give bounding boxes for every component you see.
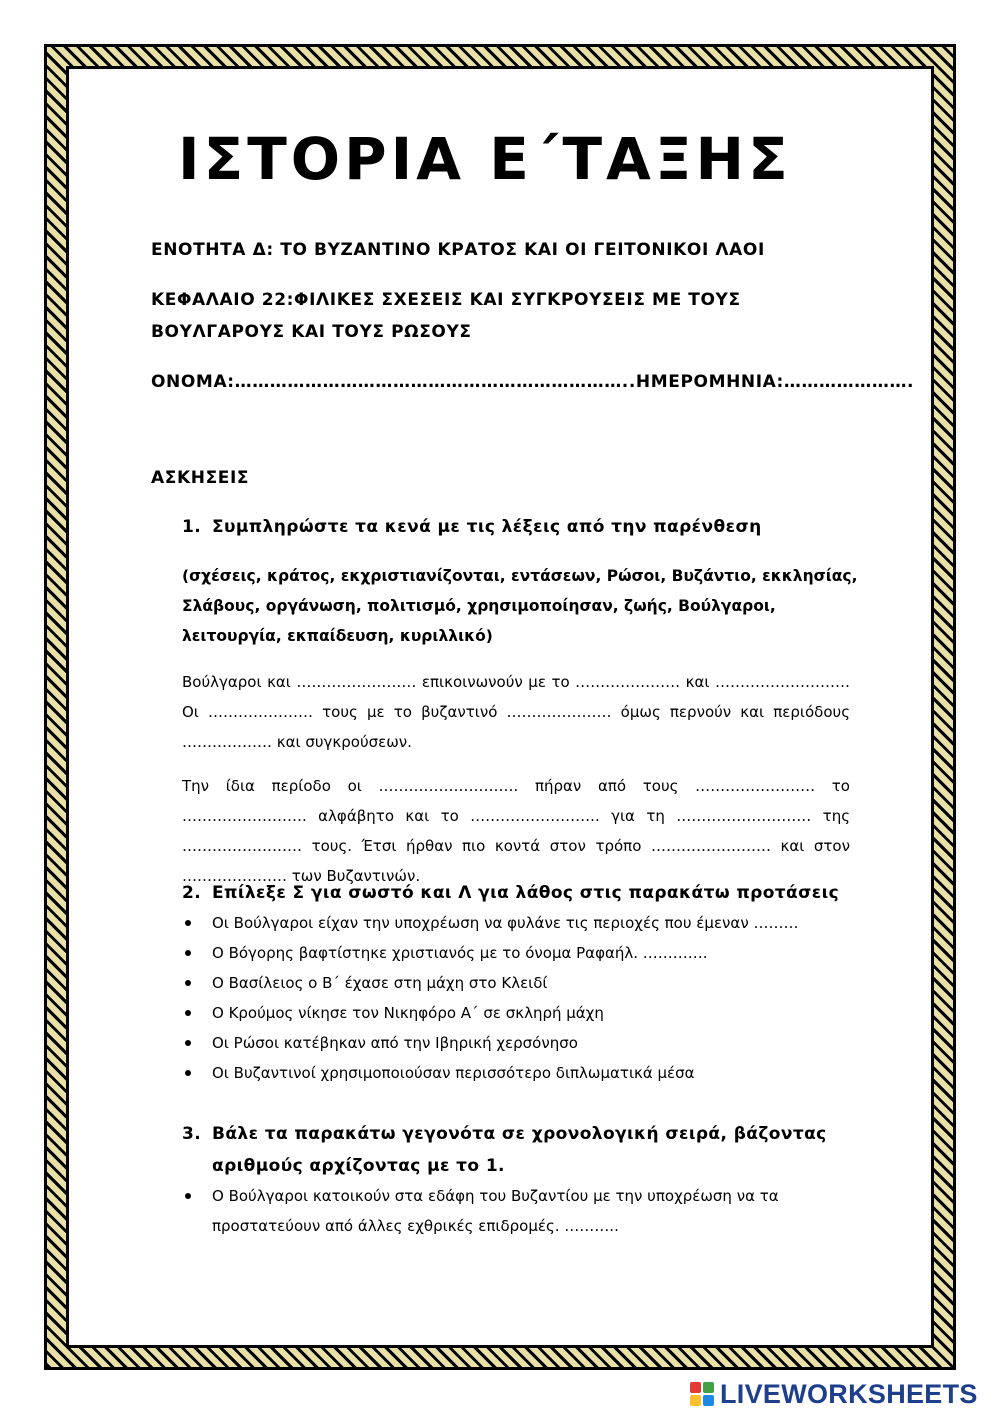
true-false-list <box>182 908 798 1088</box>
fill-in-paragraph-2[interactable]: Την ίδια περίοδο οι ………………………. πήραν από τους …………………… το ……………………. αλφάβητο και το …………………….. για τη ……………………… της …………………… τους. Έτσι ήρθαν πιο κοντά στον τρόπο …………………… και στον ………………… των Βυζαντινών. <box>182 777 850 885</box>
liveworksheets-logo[interactable] <box>690 1378 978 1410</box>
chronology-list <box>182 1181 852 1241</box>
fill-in-paragraph-1[interactable]: Βούλγαροι και …………………… επικοινωνούν με το ………………… και ……………………… Οι ………………… τους με το βυζαντινό ………………… όμως περνούν και περιόδους ……………… και συγκρούσεων. <box>182 673 850 751</box>
exercise-2-instruction: Επίλεξε Σ για σωστό και Λ για λάθος στις παρακάτω προτάσεις <box>212 883 840 903</box>
true-false-item[interactable]: Ο Βασίλειος ο Β΄ έχασε στη μάχη στο Κλειδί <box>182 968 798 998</box>
exercise-1-title <box>182 511 762 543</box>
unit-heading: ΕΝΟΤΗΤΑ Δ: ΤΟ ΒΥΖΑΝΤΙΝΟ ΚΡΑΤΟΣ ΚΑΙ ΟΙ ΓΕΙΤΟΝΙΚΟΙ ΛΑΟΙ <box>151 240 765 260</box>
true-false-item[interactable]: Ο Κρούμος νίκησε τον Νικηφόρο Α΄ σε σκληρή μάχη <box>182 998 798 1028</box>
exercises-heading: ΑΣΚΗΣΕΙΣ <box>151 468 250 488</box>
name-date-line[interactable]: ΟΝΟΜΑ:…………………………………………………………..ΗΜΕΡΟΜΗΝΙΑ:…………………. <box>151 372 915 392</box>
true-false-item[interactable]: Οι Βυζαντινοί χρησιμοποιούσαν περισσότερο διπλωματικά μέσα <box>182 1058 798 1088</box>
true-false-item[interactable]: Ο Βόγορης βαφτίστηκε χριστιανός με το όνομα Ραφαήλ. …………. <box>182 938 798 968</box>
exercise-3-instruction: Βάλε τα παρακάτω γεγονότα σε χρονολογική σειρά, βάζοντας αριθμούς αρχίζοντας με το 1. <box>212 1124 827 1176</box>
exercise-3-title <box>182 1118 852 1182</box>
chapter-heading: ΚΕΦΑΛΑΙΟ 22:ΦΙΛΙΚΕΣ ΣΧΕΣΕΙΣ ΚΑΙ ΣΥΓΚΡΟΥΣΕΙΣ ΜΕ ΤΟΥΣ ΒΟΥΛΓΑΡΟΥΣ ΚΑΙ ΤΟΥΣ ΡΩΣΟΥΣ <box>151 290 741 342</box>
exercise-1-instruction: Συμπληρώστε τα κενά με τις λέξεις από την παρένθεση <box>212 517 762 537</box>
chronology-item[interactable]: Ο Βούλγαροι κατοικούν στα εδάφη του Βυζαντίου με την υποχρέωση να τα προστατεύουν από άλλες εχθρικές επιδρομές. ……….. <box>182 1181 852 1241</box>
exercise-2-title <box>182 877 839 909</box>
exercise-2-number: 2. <box>182 883 202 903</box>
exercise-1-number: 1. <box>182 517 202 537</box>
true-false-item[interactable]: Οι Βούλγαροι είχαν την υποχρέωση να φυλάνε τις περιοχές που έμεναν ……… <box>182 908 798 938</box>
word-bank: (σχέσεις, κράτος, εκχριστιανίζονται, εντάσεων, Ρώσοι, Βυζάντιο, εκκλησίας, Σλάβους, οργάνωση, πολιτισμό, χρησιμοποίησαν, ζωής, Βούλγαροι, λειτουργία, εκπαίδευση, κυριλλικό) <box>182 567 858 645</box>
true-false-item[interactable]: Οι Ρώσοι κατέβηκαν από την Ιβηρική χερσόνησο <box>182 1028 798 1058</box>
liveworksheets-logo-text: LIVEWORKSHEETS <box>720 1378 978 1409</box>
worksheet-title: ΙΣΤΟΡΙΑ Ε΄ΤΑΞΗΣ <box>178 125 792 193</box>
liveworksheets-logo-icon <box>690 1382 714 1406</box>
exercise-3-number: 3. <box>182 1124 202 1144</box>
